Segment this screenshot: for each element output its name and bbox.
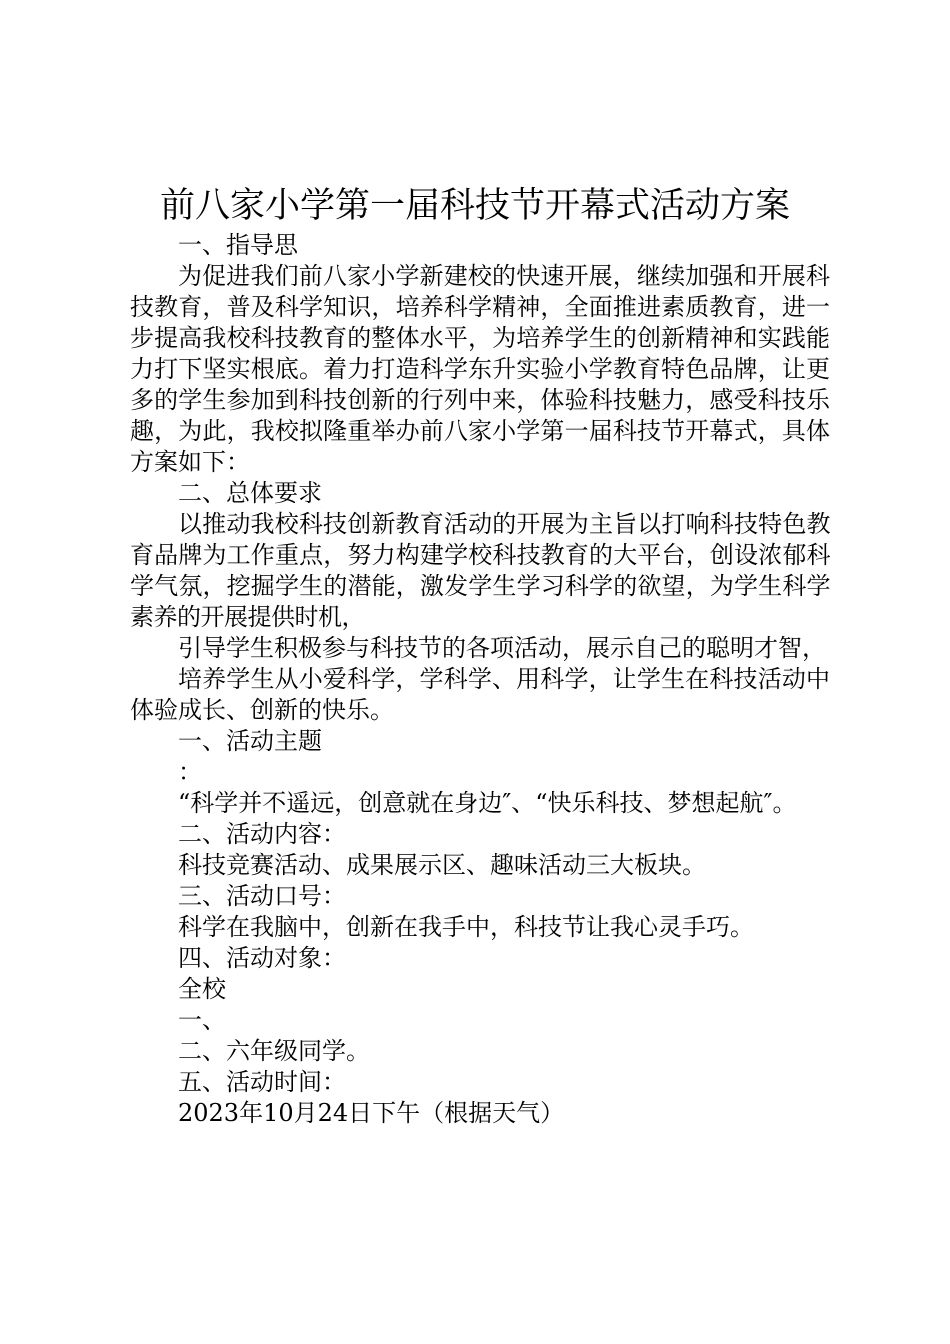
document-title: 前八家小学第一届科技节开幕式活动方案 <box>159 186 790 226</box>
paragraph-cultivate-students: 培养学生从小爱科学，学科学、用科学，让学生在科技活动中体验成长、创新的快乐。 <box>130 665 830 724</box>
section-heading-activity-theme: 一、活动主题 <box>178 727 322 755</box>
paragraph-colon: ： <box>178 758 202 786</box>
paragraph-activity-time: 2023年10月24日下午（根据天气） <box>178 1099 565 1127</box>
paragraph-guiding-idea: 为促进我们前八家小学新建校的快速开展，继续加强和开展科技教育，普及科学知识，培养科学精神，全面推进素质教育，进一步提高我校科技教育的整体水平，为培养学生的创新精神和实践能力打下坚实根底。着力打造科学东升实验小学教育特色品牌，让更多的学生参加到科技创新的行列中来，体验科技魅力，感受科技乐趣，为此，我校拟隆重举办前八家小学第一届科技节开幕式，具体方案如下： <box>130 262 830 476</box>
paragraph-item-one: 一、 <box>178 1006 226 1034</box>
document-body <box>130 230 830 1129</box>
section-heading-activity-slogan: 三、活动口号： <box>178 882 346 910</box>
section-heading-guiding-idea: 一、指导思 <box>178 231 298 259</box>
paragraph-whole-school: 全校 <box>178 975 226 1003</box>
section-heading-overall-requirements: 二、总体要求 <box>178 479 322 507</box>
section-heading-activity-target: 四、活动对象： <box>178 944 346 972</box>
paragraph-guide-students: 引导学生积极参与科技节的各项活动，展示自己的聪明才智， <box>178 634 826 662</box>
paragraph-activity-slogan: 科学在我脑中，创新在我手中，科技节让我心灵手巧。 <box>178 913 754 941</box>
section-heading-activity-time: 五、活动时间： <box>178 1068 346 1096</box>
paragraph-activity-content: 科技竞赛活动、成果展示区、趣味活动三大板块。 <box>178 851 706 879</box>
paragraph-theme-text: “科学并不遥远，创意就在身边″、“快乐科技、梦想起航″。 <box>178 789 797 817</box>
paragraph-item-two: 二、六年级同学。 <box>178 1037 370 1065</box>
section-heading-activity-content: 二、活动内容： <box>178 820 346 848</box>
paragraph-overall-requirements: 以推动我校科技创新教育活动的开展为主旨以打响科技特色教育品牌为工作重点，努力构建学校科技教育的大平台，创设浓郁科学气氛，挖掘学生的潜能，激发学生学习科学的欲望，为学生科学素养的开展提供时机， <box>130 510 830 631</box>
